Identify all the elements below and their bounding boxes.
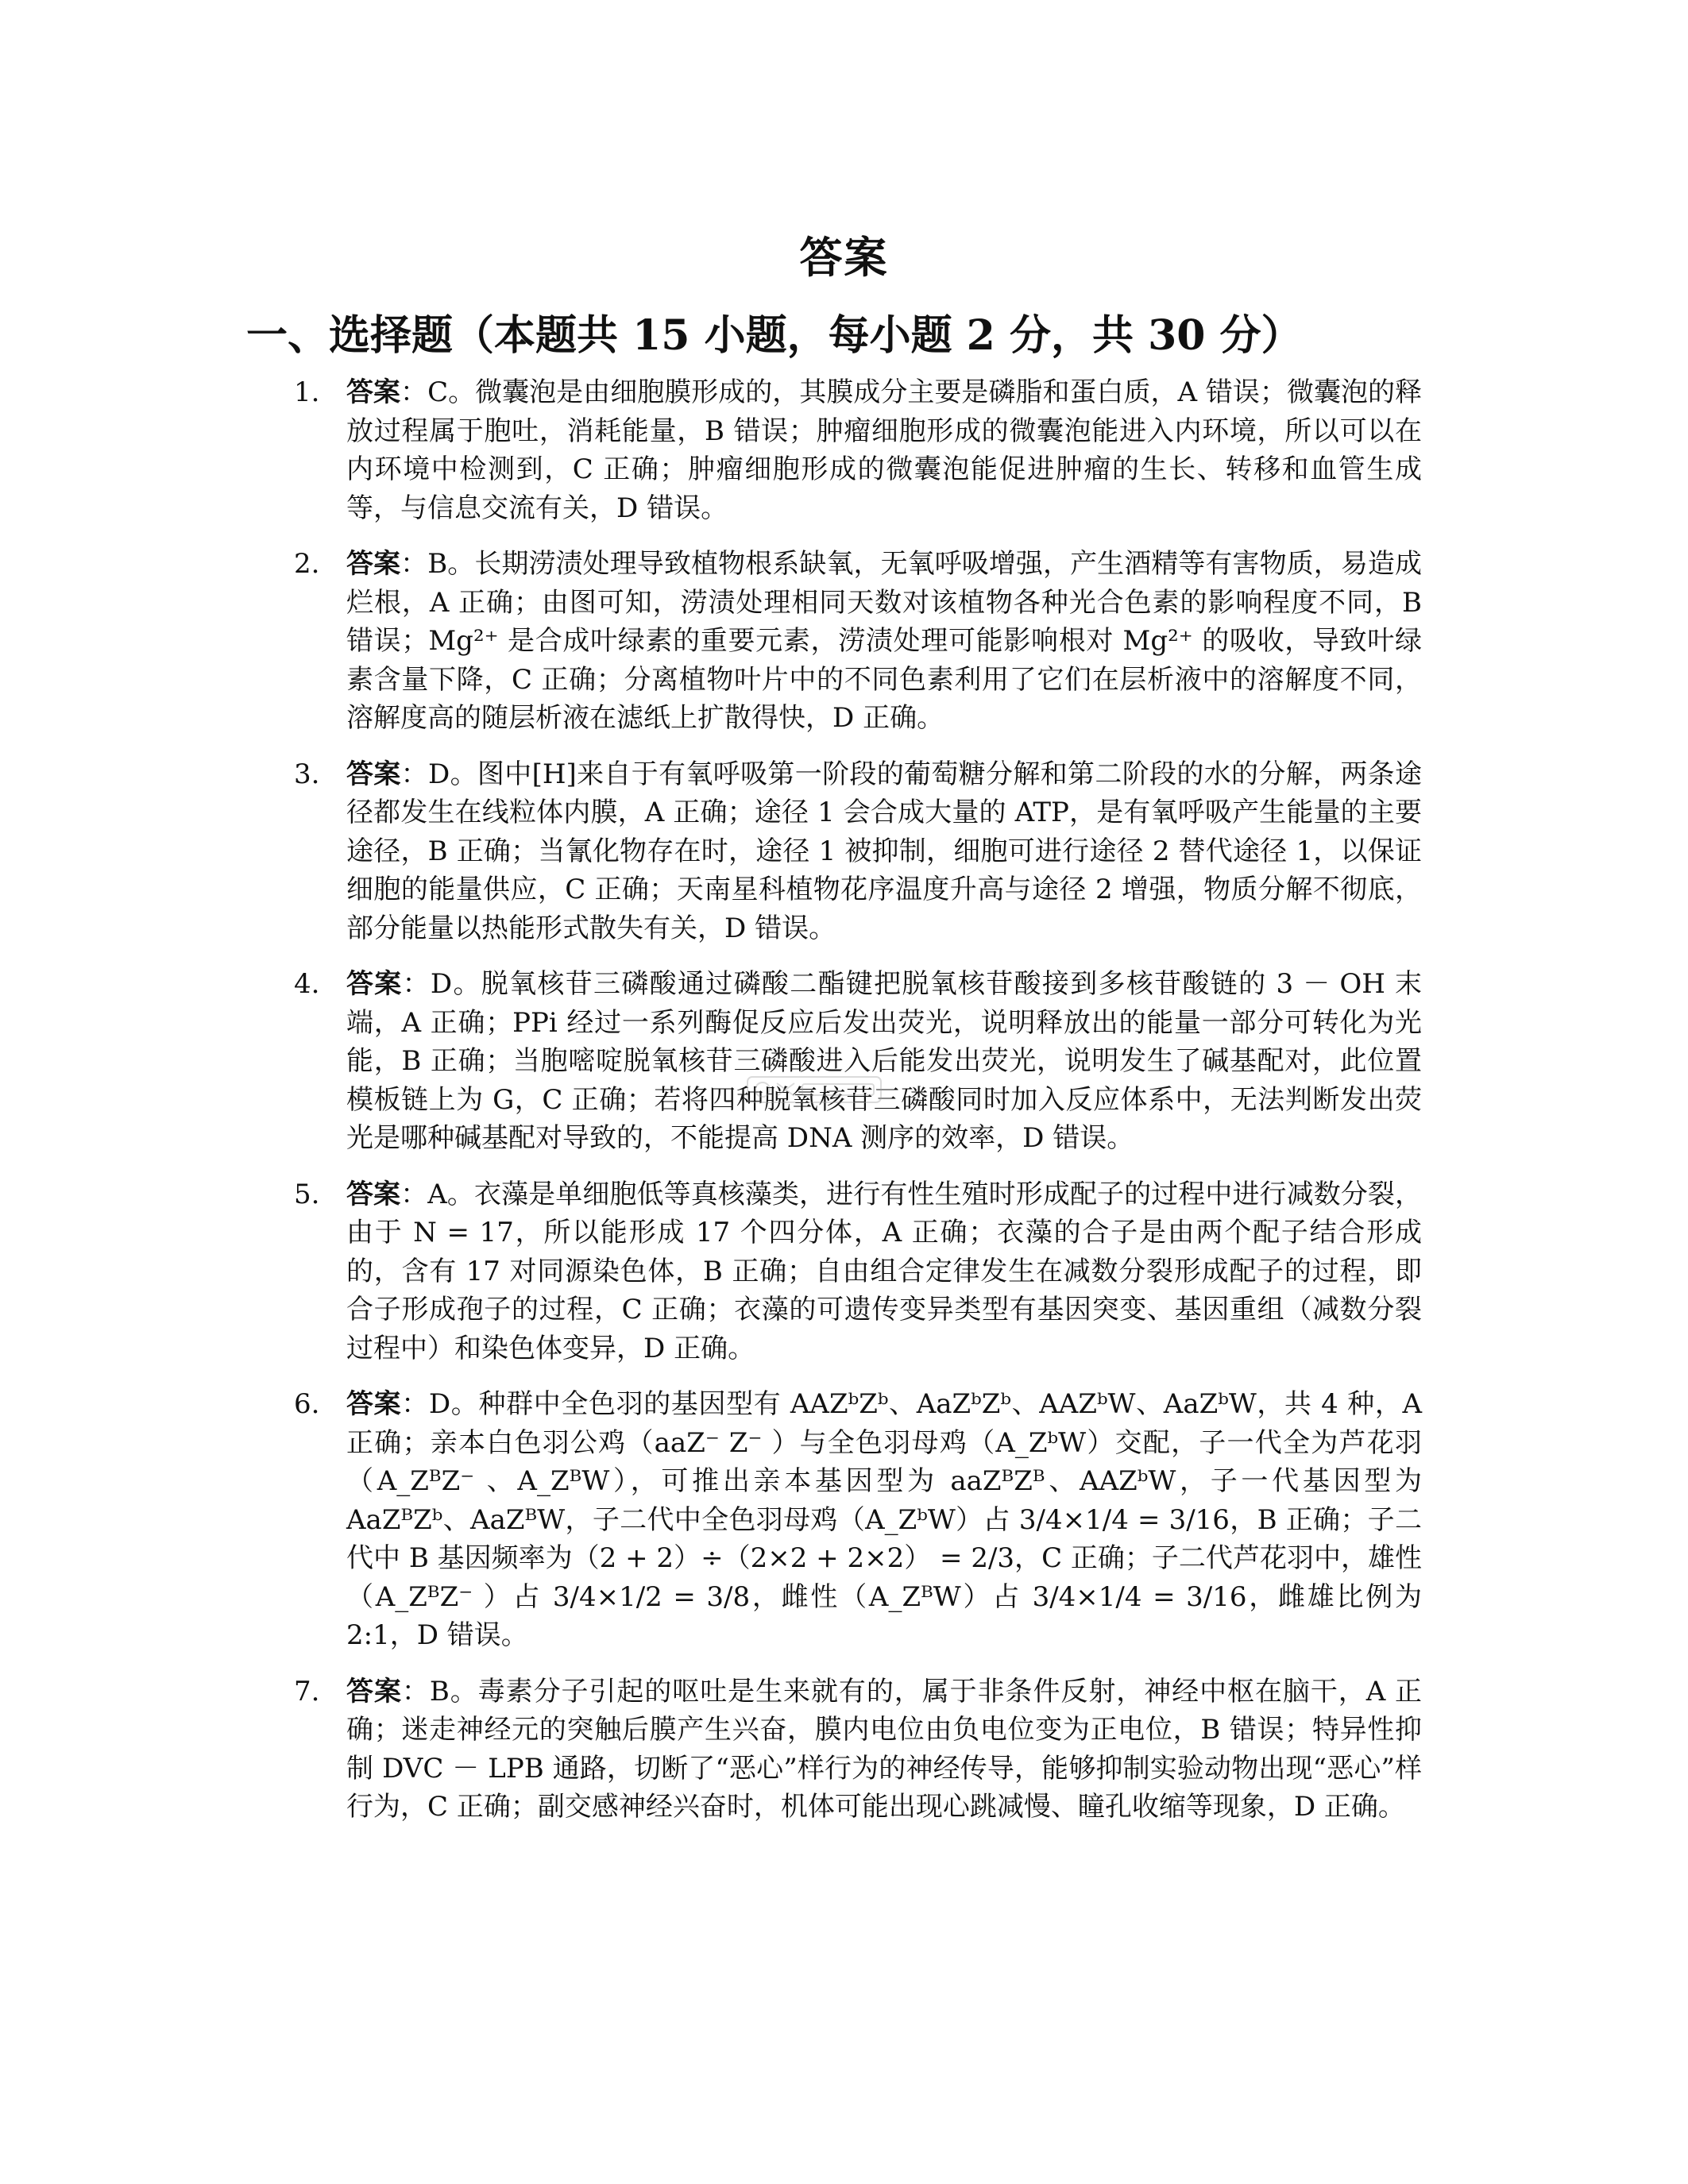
answer-label: 答案 [346, 376, 401, 408]
answer-label: 答案 [346, 758, 401, 790]
answer-label: 答案 [346, 968, 403, 1000]
answer-text: ：C。微囊泡是由细胞膜形成的，其膜成分主要是磷脂和蛋白质，A 错误；微囊泡的释放过程属于胞吐，消耗能量，B 错误；肿瘤细胞形成的微囊泡能进入内环境，所以可以在内环境中检测到，C 正确；肿瘤细胞形成的微囊泡能促进肿瘤的生长、转移和血管生成等，与信息交流有关，D 错误。 [346, 376, 1423, 524]
answer-label: 答案 [346, 1675, 402, 1707]
answer-item-7 [294, 1673, 1422, 1827]
section-heading: 一、选择题（本题共 15 小题，每小题 2 分，共 30 分） [246, 311, 1303, 360]
answer-item-6 [294, 1385, 1422, 1655]
answer-item-4 [294, 965, 1422, 1158]
answer-item-3 [294, 755, 1422, 948]
answer-label: 答案 [346, 548, 401, 580]
answer-text: ：B。毒素分子引起的呕吐是生来就有的，属于非条件反射，神经中枢在脑干，A 正确；迷走神经元的突触后膜产生兴奋，膜内电位由负电位变为正电位，B 错误；特异性抑制 DVC － LPB 通路，切断了“恶心”样行为的神经传导，能够抑制实验动物出现“恶心”样行为，C 正确；副交感神经兴奋时，机体可能出现心跳减慢、瞳孔收缩等现象，D 正确。 [346, 1675, 1422, 1823]
answer-text: ：D。种群中全色羽的基因型有 AAZᵇZᵇ、AaZᵇZᵇ、AAZᵇW、AaZᵇW，共 4 种，A 正确；亲本白色羽公鸡（aaZ⁻ Z⁻ ）与全色羽母鸡（A_ZᵇW）交配，子一代全为芦花羽（A_ZᴮZ⁻ 、A_ZᴮW），可推出亲本基因型为 aaZᴮZᴮ、AAZᵇW，子一代基因型为 AaZᴮZᵇ、AaZᴮW，子二代中全色羽母鸡（A_ZᵇW）占 3/4×1/4 = 3/16，B 正确；子二代中 B 基因频率为（2 + 2）÷（2×2 + 2×2） = 2/3，C 正确；子二代芦花羽中，雄性（A_ZᴮZ⁻ ）占 3/4×1/2 = 3/8，雌性（A_ZᴮW）占 3/4×1/4 = 3/16，雌雄比例为 2:1，D 错误。 [346, 1388, 1423, 1651]
answer-text: ：B。长期涝渍处理导致植物根系缺氧，无氧呼吸增强，产生酒精等有害物质，易造成烂根，A 正确；由图可知，涝渍处理相同天数对该植物各种光合色素的影响程度不同，B 错误；Mg²⁺ 是合成叶绿素的重要元素，涝渍处理可能影响根对 Mg²⁺ 的吸收，导致叶绿素含量下降，C 正确；分离植物叶片中的不同色素利用了它们在层析液中的溶解度不同，溶解度高的随层析液在滤纸上扩散得快，D 正确。 [346, 548, 1422, 734]
answer-label: 答案 [346, 1178, 401, 1210]
answer-list [294, 373, 1422, 1844]
answer-text: ：A。衣藻是单细胞低等真核藻类，进行有性生殖时形成配子的过程中进行减数分裂，由于 N = 17，所以能形成 17 个四分体，A 正确；衣藻的合子是由两个配子结合形成的，含有 17 对同源染色体，B 正确；自由组合定律发生在减数分裂形成配子的过程，即合子形成孢子的过程，C 正确；衣藻的可遗传变异类型有基因突变、基因重组（减数分裂过程中）和染色体变异，D 正确。 [346, 1178, 1422, 1364]
answer-item-2 [294, 545, 1422, 738]
answer-number: 4. [294, 968, 320, 1000]
answer-text: ：D。图中[H]来自于有氧呼吸第一阶段的葡萄糖分解和第二阶段的水的分解，两条途径都发生在线粒体内膜，A 正确；途径 1 会合成大量的 ATP，是有氧呼吸产生能量的主要途径，B 正确；当氰化物存在时，途径 1 被抑制，细胞可进行途径 2 替代途径 1，以保证细胞的能量供应，C 正确；天南星科植物花序温度升高与途径 2 增强，物质分解不彻底，部分能量以热能形式散失有关，D 错误。 [346, 758, 1423, 944]
answer-number: 2. [294, 548, 320, 580]
answer-number: 6. [294, 1388, 320, 1420]
answer-number: 7. [294, 1675, 320, 1707]
answer-number: 5. [294, 1178, 320, 1210]
answer-item-1 [294, 373, 1422, 527]
answer-text: ：D。脱氧核苷三磷酸通过磷酸二酯键把脱氧核苷酸接到多核苷酸链的 3 － OH 末端，A 正确；PPi 经过一系列酶促反应后发出荧光，说明释放出的能量一部分可转化为光能，B 正确；当胞嘧啶脱氧核苷三磷酸进入后能发出荧光，说明发生了碱基配对，此位置模板链上为 G，C 正确；若将四种脱氧核苷三磷酸同时加入反应体系中，无法判断发出荧光是哪种碱基配对导致的，不能提高 DNA 测序的效率，D 错误。 [346, 968, 1422, 1154]
answer-item-5 [294, 1175, 1422, 1368]
page-title: 答案 [799, 232, 889, 283]
answer-number: 1. [294, 376, 320, 408]
answer-label: 答案 [346, 1388, 402, 1420]
answer-number: 3. [294, 758, 320, 790]
